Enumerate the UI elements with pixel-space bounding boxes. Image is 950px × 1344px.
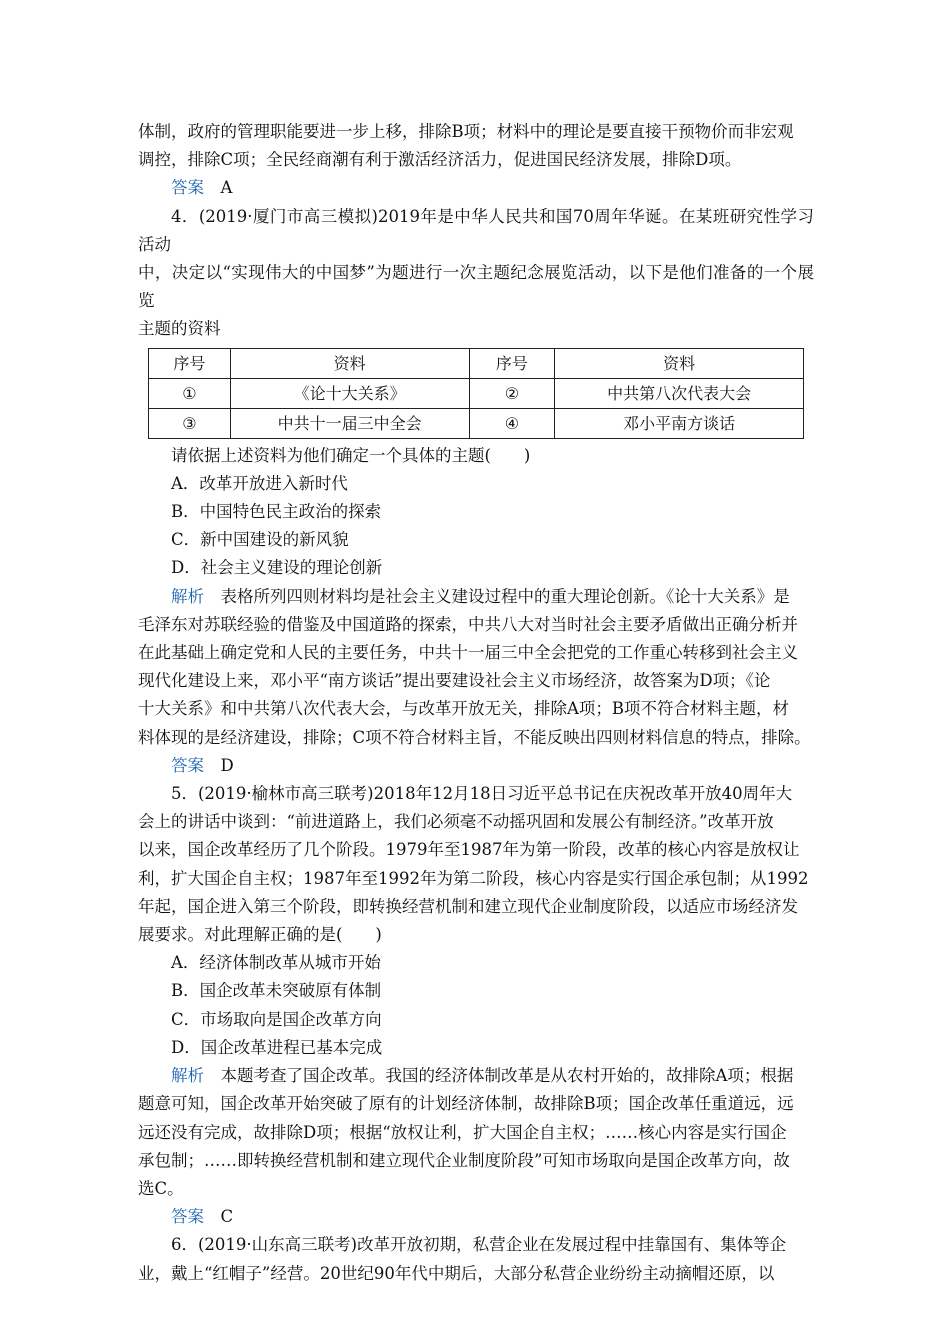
- table-cell: 中共十一届三中全会: [230, 408, 469, 438]
- explanation-line: [138, 583, 814, 611]
- table-row: [149, 378, 804, 408]
- question-6: [138, 1231, 814, 1287]
- explanation-text: 本题考查了国企改革。我国的经济体制改革是从农村开始的，故排除A项；根据: [204, 1066, 794, 1086]
- question-stem-line: 6．(2019·山东高三联考)改革开放初期，私营企业在发展过程中挂靠国有、集体等企: [171, 1235, 787, 1255]
- header-cell: 序号: [149, 348, 231, 378]
- table-cell: ①: [149, 378, 231, 408]
- header-cell: 序号: [469, 348, 555, 378]
- answer-label: 答案: [171, 755, 204, 775]
- answer-line: [138, 752, 814, 780]
- answer-value: A: [220, 178, 233, 198]
- question-stem-line: 中，决定以“实现伟大的中国梦”为题进行一次主题纪念展览活动，以下是他们准备的一个展览: [138, 263, 814, 311]
- answer-line: [138, 1203, 814, 1231]
- option-c: C．市场取向是国企改革方向: [171, 1009, 382, 1029]
- question-stem-line: 利，扩大国企自主权；1987年至1992年为第二阶段，核心内容是实行国企承包制；从1992: [138, 868, 809, 888]
- explanation-line: [138, 1062, 814, 1090]
- option-b: B．国企改革未突破原有体制: [171, 981, 382, 1001]
- explanation-text: 表格所列四则材料均是社会主义建设过程中的重大理论创新。《论十大关系》是: [204, 586, 790, 606]
- table-cell: 中共第八次代表大会: [555, 378, 804, 408]
- question-stem-line: 会上的讲话中谈到：“前进道路上，我们必须毫不动摇巩固和发展公有制经济。”改革开放: [138, 812, 774, 832]
- explanation-line: 选C。: [138, 1178, 184, 1198]
- option-d: D．社会主义建设的理论创新: [171, 558, 383, 578]
- table-row: [149, 408, 804, 438]
- question-prompt: 请依据上述资料为他们确定一个具体的主题( ): [171, 445, 531, 465]
- header-cell: 资料: [230, 348, 469, 378]
- explanation-line: 十大关系》和中共第八次代表大会，与改革开放无关，排除A项；B项不符合材料主题，材: [138, 699, 790, 719]
- explanation-line: 承包制；……即转换经营机制和建立现代企业制度阶段”可知市场取向是国企改革方向，故: [138, 1150, 790, 1170]
- document-body: [138, 118, 814, 1288]
- question-stem-line: 主题的资料: [138, 319, 221, 339]
- materials-table: [148, 348, 804, 439]
- option-d: D．国企改革进程已基本完成: [171, 1037, 383, 1057]
- answer-label: 答案: [171, 178, 204, 198]
- text-line: 体制，政府的管理职能要进一步上移，排除B项；材料中的理论是要直接干预物价而非宏观: [138, 122, 794, 141]
- table-cell: ④: [469, 408, 555, 438]
- table-cell: ③: [149, 408, 231, 438]
- question-stem-line: 业，戴上“红帽子”经营。20世纪90年代中期后，大部分私营企业纷纷主动摘帽还原，以: [138, 1263, 775, 1283]
- table-header-row: [149, 348, 804, 378]
- question-stem-line: 4．(2019·厦门市高三模拟)2019年是中华人民共和国70周年华诞。在某班研究性学习活动: [138, 206, 814, 254]
- question-stem-line: 展要求。对此理解正确的是( ): [138, 925, 382, 945]
- explanation-line: 题意可知，国企改革开始突破了原有的计划经济体制，故排除B项；国企改革任重道远，远: [138, 1094, 794, 1114]
- question-4: [138, 203, 814, 780]
- table-cell: 《论十大关系》: [230, 378, 469, 408]
- answer-value: C: [220, 1207, 234, 1227]
- table-cell: ②: [469, 378, 555, 408]
- question-stem-line: 年起，国企进入第三个阶段，即转换经营机制和建立现代企业制度阶段，以适应市场经济发: [138, 896, 798, 916]
- explanation-line: 现代化建设上来，邓小平“南方谈话”提出要建设社会主义市场经济，故答案为D项；《论: [138, 671, 771, 691]
- explanation-line: 毛泽东对苏联经验的借鉴及中国道路的探索，中共八大对当时社会主要矛盾做出正确分析并: [138, 614, 798, 634]
- text-line: 调控，排除C项；全民经商潮有利于激活经济活力，促进国民经济发展，排除D项。: [138, 150, 742, 170]
- explanation-label: 解析: [171, 586, 204, 606]
- option-a: A．经济体制改革从城市开始: [171, 953, 381, 973]
- explanation-line: 料体现的是经济建设，排除；C项不符合材料主旨，不能反映出四则材料信息的特点，排除。: [138, 727, 811, 747]
- answer-value: D: [220, 755, 234, 775]
- explanation-label: 解析: [171, 1066, 204, 1086]
- explanation-line: 远还没有完成，故排除D项；根据“放权让利，扩大国企自主权；……核心内容是实行国企: [138, 1122, 787, 1142]
- answer-line: [138, 174, 814, 202]
- option-a: A．改革开放进入新时代: [171, 473, 348, 493]
- option-b: B．中国特色民主政治的探索: [171, 502, 382, 522]
- question-stem-line: 5．(2019·榆林市高三联考)2018年12月18日习近平总书记在庆祝改革开放40周年大: [171, 784, 793, 804]
- table-cell: 邓小平南方谈话: [555, 408, 804, 438]
- explanation-line: 在此基础上确定党和人民的主要任务，中共十一届三中全会把党的工作重心转移到社会主义: [138, 643, 798, 663]
- header-cell: 资料: [555, 348, 804, 378]
- answer-label: 答案: [171, 1207, 204, 1227]
- question-stem-line: 以来，国企改革经历了几个阶段。1979年至1987年为第一阶段，改革的核心内容是放权让: [138, 840, 800, 860]
- option-c: C．新中国建设的新风貌: [171, 530, 349, 550]
- question-5: [138, 780, 814, 1231]
- prev-question-explanation: [138, 118, 814, 203]
